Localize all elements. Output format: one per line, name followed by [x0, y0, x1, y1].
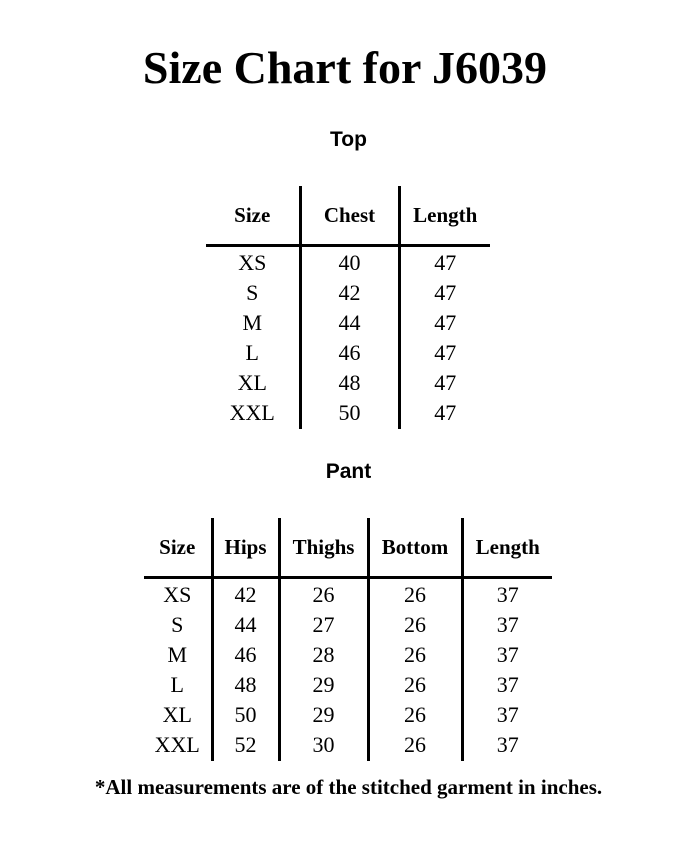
top-header-chest: Chest: [300, 186, 399, 246]
top-cell-size: XL: [237, 370, 267, 395]
pant-cell-hips: 48: [212, 670, 279, 700]
pant-cell-bottom: 26: [368, 670, 462, 700]
pant-header-size: Size: [144, 518, 212, 578]
table-row: [144, 730, 552, 761]
pant-section-title: Pant: [325, 460, 372, 483]
top-section-title: Top: [330, 128, 367, 151]
pant-cell-bottom: 26: [368, 578, 462, 611]
top-cell-size: M: [242, 310, 263, 335]
pant-cell-length: 37: [462, 610, 552, 640]
pant-header-row: [144, 518, 552, 578]
pant-cell-hips: 52: [212, 730, 279, 761]
pant-cell-thighs: 29: [279, 700, 368, 730]
pant-header-hips: Hips: [212, 518, 279, 578]
pant-cell-hips: 46: [212, 640, 279, 670]
top-cell-chest: 48: [300, 368, 399, 398]
pant-size-table: [144, 518, 552, 761]
top-cell-size: S: [246, 280, 259, 305]
measurement-footnote: *All measurements are of the stitched garment in inches.: [94, 775, 603, 799]
pant-cell-bottom: 26: [368, 640, 462, 670]
table-row: [206, 338, 490, 368]
top-cell-size: L: [245, 340, 259, 365]
top-cell-length: 47: [399, 308, 490, 338]
top-cell-size: XXL: [229, 400, 275, 425]
pant-header-bottom: Bottom: [368, 518, 462, 578]
top-size-table: [206, 186, 490, 429]
pant-cell-length: 37: [462, 700, 552, 730]
top-cell-length: 47: [399, 246, 490, 279]
table-row: [206, 398, 490, 429]
top-cell-length: 47: [399, 338, 490, 368]
table-row: [144, 700, 552, 730]
top-header-size: Size: [206, 186, 300, 246]
top-cell-chest: 42: [300, 278, 399, 308]
pant-cell-thighs: 28: [279, 640, 368, 670]
table-row: [206, 308, 490, 338]
pant-header-thighs: Thighs: [279, 518, 368, 578]
pant-cell-bottom: 26: [368, 730, 462, 761]
pant-cell-thighs: 29: [279, 670, 368, 700]
pant-cell-bottom: 26: [368, 610, 462, 640]
top-cell-chest: 40: [300, 246, 399, 279]
top-cell-chest: 44: [300, 308, 399, 338]
table-row: [144, 610, 552, 640]
pant-cell-bottom: 26: [368, 700, 462, 730]
top-cell-length: 47: [399, 398, 490, 429]
pant-cell-thighs: 26: [279, 578, 368, 611]
table-row: [206, 368, 490, 398]
pant-cell-length: 37: [462, 730, 552, 761]
top-cell-length: 47: [399, 278, 490, 308]
pant-header-length: Length: [462, 518, 552, 578]
top-cell-chest: 50: [300, 398, 399, 429]
pant-cell-size: M: [167, 642, 188, 667]
table-row: [144, 578, 552, 611]
top-header-length: Length: [399, 186, 490, 246]
pant-cell-length: 37: [462, 640, 552, 670]
top-cell-chest: 46: [300, 338, 399, 368]
pant-cell-thighs: 30: [279, 730, 368, 761]
page-title: Size Chart for J6039: [142, 42, 548, 93]
pant-cell-size: L: [170, 672, 184, 697]
pant-cell-hips: 50: [212, 700, 279, 730]
pant-cell-hips: 42: [212, 578, 279, 611]
pant-cell-thighs: 27: [279, 610, 368, 640]
top-header-row: [206, 186, 490, 246]
pant-cell-length: 37: [462, 670, 552, 700]
table-row: [144, 670, 552, 700]
pant-cell-size: XXL: [154, 732, 200, 757]
table-row: [144, 640, 552, 670]
top-cell-size: XS: [238, 250, 267, 275]
pant-cell-hips: 44: [212, 610, 279, 640]
top-cell-length: 47: [399, 368, 490, 398]
pant-cell-length: 37: [462, 578, 552, 611]
table-row: [206, 278, 490, 308]
pant-cell-size: XL: [162, 702, 192, 727]
pant-cell-size: S: [171, 612, 184, 637]
table-row: [206, 246, 490, 279]
pant-cell-size: XS: [163, 582, 192, 607]
